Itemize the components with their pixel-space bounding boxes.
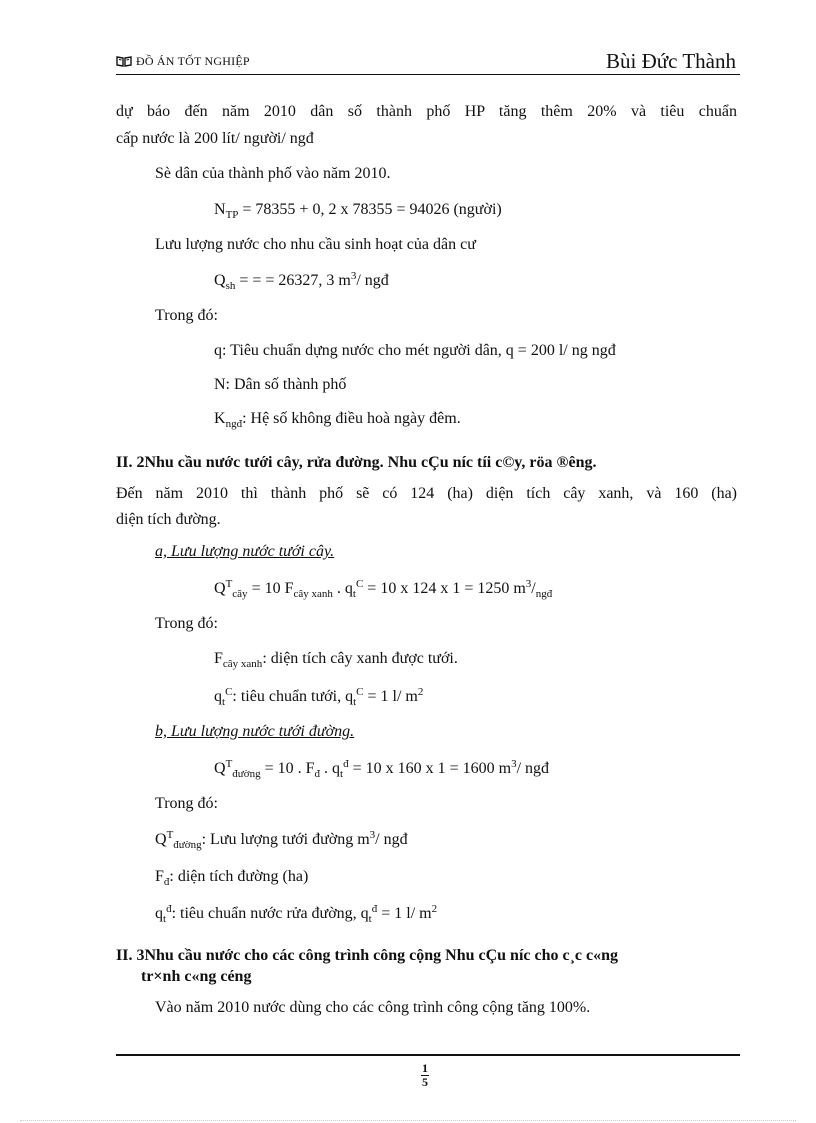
definition-k: $K_{ngđ}$: Hệ số không điều hoà ngày đêm.: [214, 410, 461, 430]
header-divider: [116, 74, 740, 75]
header-left-text: ĐỒ ÁN TỐT NGHIỆP: [136, 54, 250, 68]
label-trong-do: Trong đó:: [155, 307, 218, 324]
paragraph: Lưu lượng nước cho nhu cầu sinh hoạt của dân cư: [155, 236, 476, 253]
subheading-a: a, Lưu lượng nước tưới cây.: [155, 543, 335, 560]
definition-n: N: Dân số thành phố: [214, 376, 347, 393]
definition-fd: $F_đ$: diện tích đường (ha): [155, 868, 309, 888]
book-icon: [116, 56, 132, 67]
definition-q: q: Tiêu chuẩn dựng nước cho mét người dân, q = 200 l/ ng ngđ: [214, 342, 616, 359]
definition-qtd: $q_t^đ$: tiêu chuẩn nước rửa đường, $q_t^đ = 1$ l/ $m^2$: [155, 903, 438, 925]
page-number: [421, 1063, 429, 1088]
paragraph-line: diện tích đường.: [116, 511, 221, 528]
page-number-bottom: 5: [422, 1075, 428, 1089]
formula-qcay: $Q^T_{cây} = 10$ $F_{cây xanh}$ . $q_t^C = 10$ x 124 x 1 = 1250 $m^3/_{ngđ}$: [214, 578, 553, 600]
subheading-b: b, Lưu lượng nước tưới đường.: [155, 723, 355, 740]
section-heading-2: II. 2Nhu cầu nước tưới cây, rửa đường. Nhu cÇu níc tíi c©y, röa ®êng.: [116, 454, 597, 471]
footer-divider: [116, 1054, 740, 1056]
header-author: Bùi Đức Thành: [606, 49, 736, 73]
label-trong-do: Trong đó:: [155, 615, 218, 632]
formula-qduong: $Q^T_{đường} = 10$ . $F_đ$ . $q_t^đ = 10$ x 160 x 1 = 1600 $m^3/$ ngđ: [214, 758, 550, 780]
paragraph-line: Đến năm 2010 thì thành phố sẽ có 124 (ha) diện tích cây xanh, và 160 (ha): [116, 485, 737, 502]
definition-qtc: $q_t^C$: tiêu chuẩn tưới, $q_t^C = 1$ l/ $m^2$: [214, 686, 424, 708]
paragraph-line: dự báo đến năm 2010 dân số thành phố HP tăng thêm 20% và tiêu chuẩn: [116, 103, 737, 120]
paragraph: Vào năm 2010 nước dùng cho các công trình công cộng tăng 100%.: [155, 999, 591, 1016]
definition-fcayxanh: $F_{cây xanh}$: diện tích cây xanh được tưới.: [214, 650, 458, 670]
label-trong-do: Trong đó:: [155, 795, 218, 812]
page-edge: [20, 1120, 796, 1121]
header-title: [116, 54, 250, 69]
formula-qsh: $Q_{sh}$ = = = 26327, 3 $m^3/$ ngđ: [214, 270, 389, 292]
page-number-top: 1: [422, 1061, 428, 1075]
paragraph: Sè dân của thành phố vào năm 2010.: [155, 165, 391, 182]
definition-qtduong: $Q^T_{đường}$: Lưu lượng tưới đường $m^3/$ ngđ: [155, 829, 408, 851]
formula-ntp: $N_{TP} = 78355 + 0$, 2 x 78355 = 94026 (người): [214, 201, 502, 221]
paragraph-line: cấp nước là 200 lít/ người/ ngđ: [116, 130, 314, 147]
section-heading-3: II. 3Nhu cầu nước cho các công trình công cộng Nhu cÇu níc cho c¸c c«ng: [116, 947, 619, 964]
section-heading-3-cont: tr×nh c«ng céng: [141, 968, 252, 985]
